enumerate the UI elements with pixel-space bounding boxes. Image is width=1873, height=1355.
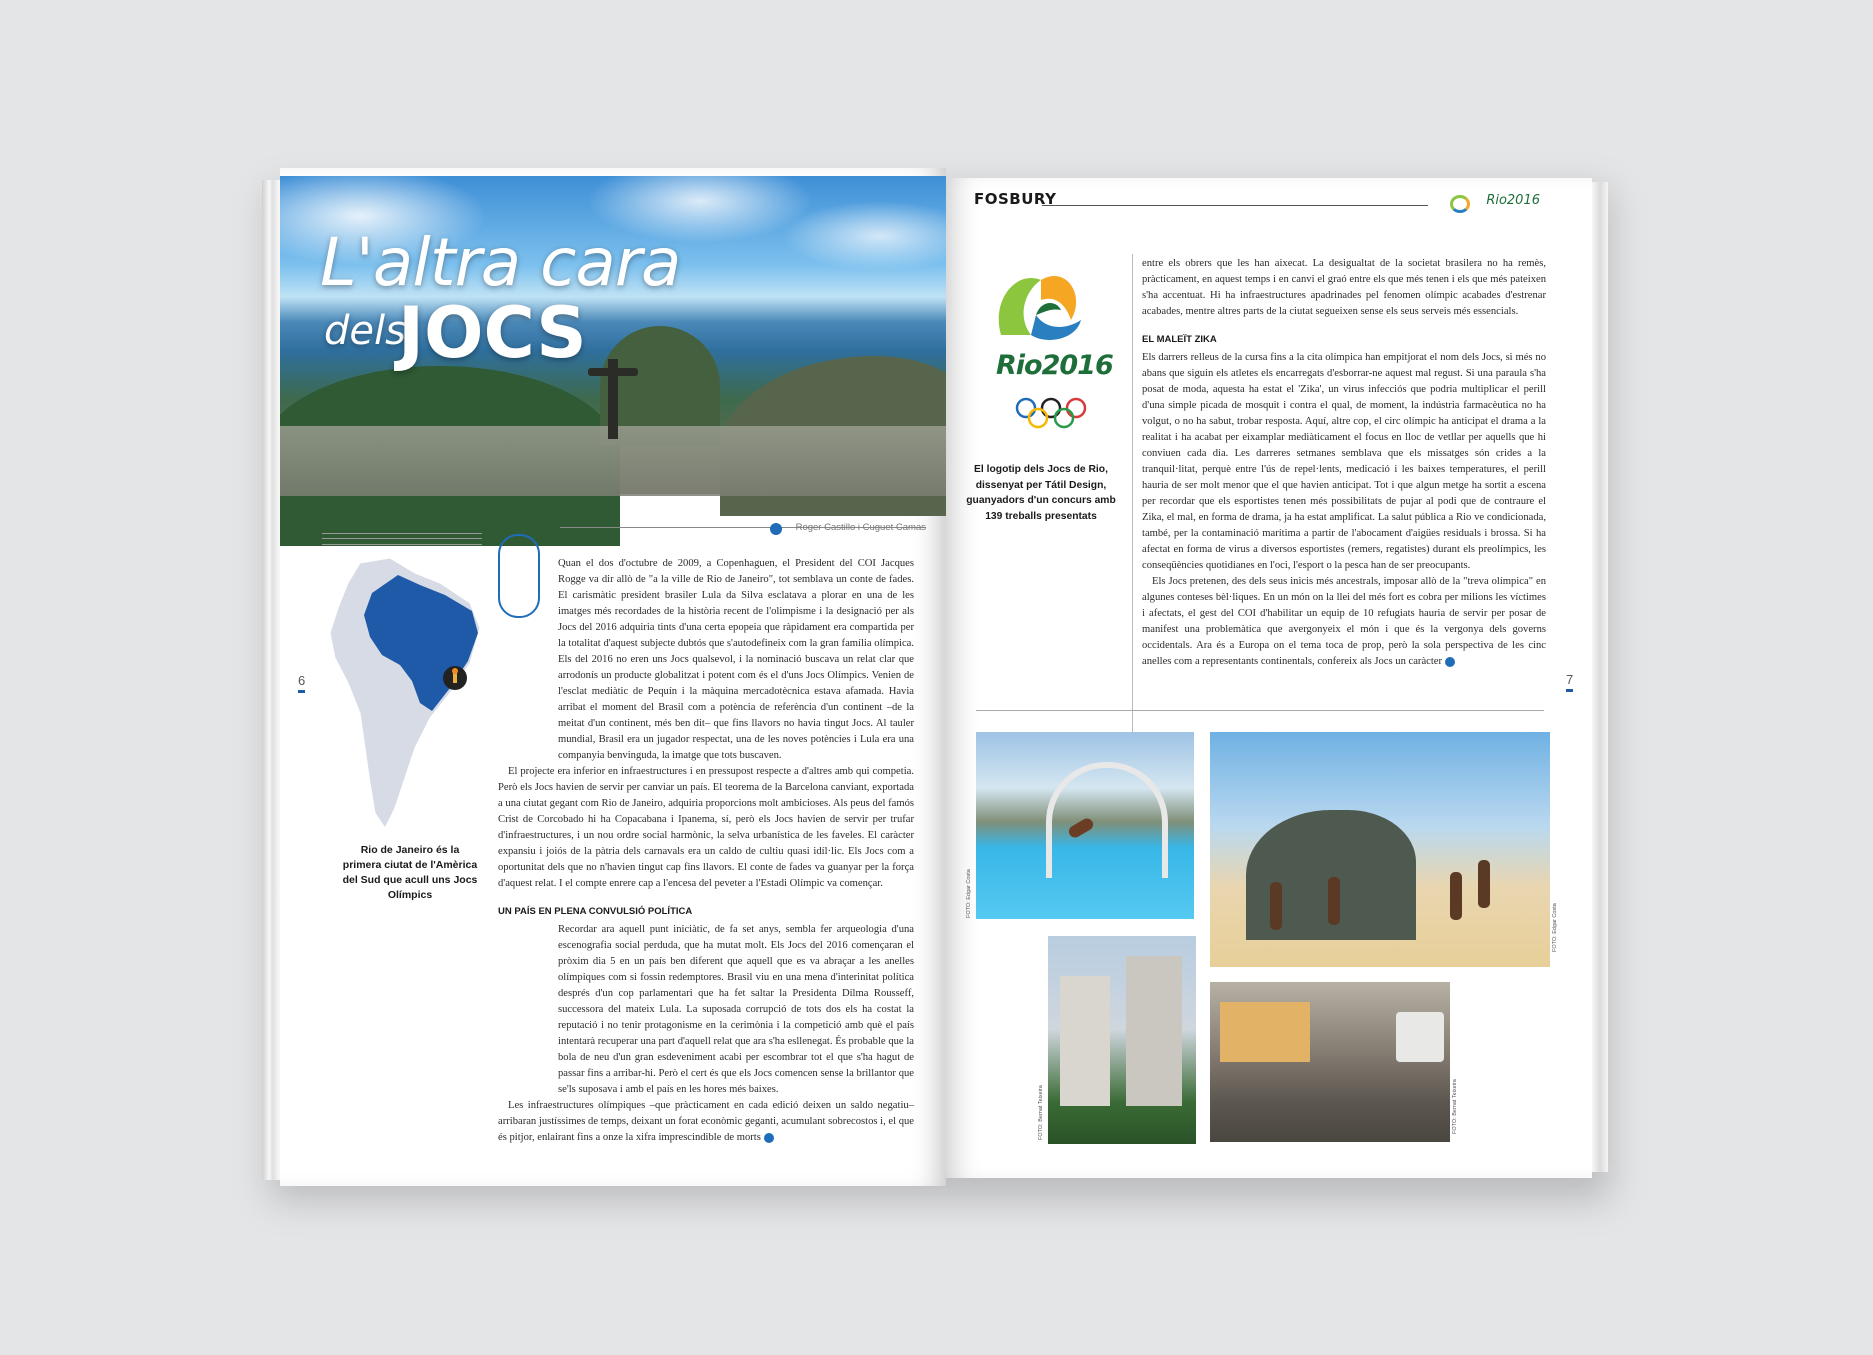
photo-credit: FOTO: Edgar Costa — [1552, 903, 1558, 952]
hero-photo — [280, 176, 946, 494]
subheading: EL MALEÏT ZIKA — [1142, 334, 1217, 345]
pen-icon — [770, 523, 782, 535]
map-caption: Rio de Janeiro és la primera ciutat de l'Amèrica del Sud que acull uns Jocs Olímpics — [342, 844, 478, 901]
photos-rule — [976, 710, 1544, 711]
page-number-right: 7 — [1566, 672, 1574, 687]
paragraph: entre els obrers que les han aixecat. La desigualtat de la societat brasilera no ha remès, pràcticament, en aquest temps i en canvi el graó entre els que més tenen i els que més pateixen s'ha accentuat. Hi ha infraestructures apadrinades pel fenomen olímpic acabades d'estrenar acabades, mentre altres parts de la ciutat segueixen sense els seus serveis més essencials. — [1142, 258, 1546, 317]
olympic-rings-icon — [1014, 396, 1088, 434]
page-edge-right — [1592, 182, 1608, 1172]
paragraph: Els darrers relleus de la cursa fins a la cita olímpica han empitjorat el nom dels Jocs, si més no abans que siguin els atletes els encarregats d'esborrar-ne aquest mal regust. Si una paraula s'ha posat de moda, aquesta ha estat el 'Zika', un virus infecciós que podria multiplicar el perill d'una simple picada de mosquit i contra el qual, de moment, la indústria farmacèutica no ha volgut, o no ha sabut, trobar resposta. Aquí, altre cop, el circ olímpic ha anticipat el drama a la realitat i ha acabat per eixamplar mediàticament el focus en lloc de vetllar per aquells que hi conviuen cada dia. Les darreres setmanes semblava que els missatges són crides a la tranquil·litat, perquè entre l'ús de repel·lents, medicació i les baixes temperatures, el perill hauria de ser molt menor que el que havien anticipat. Tot i que algun metge ha sortit a escena per recordar que els esportistes tenen més possibilitats de pujar al podi que de contraure el Zika, el mal, en forma de drama, ja ha estat amplificat. La salut pública a Rio ve condicionada, també, per la contaminació marítima a partir de l'abocament d'aigües residuals i brossa. Si ha afectat en forma de virus a diversos esportistes (remers, regatistes) durant els preolímpics, les conseqüències quotidianes en l'oci, l'esport o la pesca han de ser preocupants. — [1142, 352, 1546, 571]
photo-credit: FOTO: Bernat Teixeira — [1452, 1079, 1458, 1134]
arrow-right-icon: › — [1445, 657, 1455, 667]
photo-street-works — [1210, 982, 1450, 1142]
headline-line1: L'altra cara — [320, 224, 681, 301]
photo-credit: FOTO: Bernat Teixeira — [1038, 1085, 1044, 1140]
logo-caption: El logotip dels Jocs de Rio, dissenyat per Tátil Design, guanyadors d'un concurs amb 139 treballs presentats — [966, 464, 1116, 522]
paragraph: Quan el dos d'octubre de 2009, a Copenhaguen, el President del COI Jacques Rogge va dir allò de "a la ville de Rio de Janeiro", tot semblava un conte de fades. El carismàtic president brasiler Lula da Silva esclatava a plorar en una de les imatges més recordades de la història recent de l'olimpisme i la designació per als Jocs del 2016 adquiria tints d'una certa epopeia que ràpidament era compartida per la totalitat d'aquest subjecte dubtós que s'autodefineix com la gran família olímpica. Els del 2016 no eren uns Jocs qualsevol, i la nominació buscava un relat clar que arrodonís un producte globalitzat i potent com és el d'uns Jocs Olímpics. Venien de l'esclat mediàtic de Pequín i la màquina mercadotècnica estava afamada. Havia arribat el moment del Brasil com a potència de referència d'un continent –de la meitat d'un continent, més ben dit– que fins llavors no havia tingut Jocs. Al tauler mundial, Brasil era un jugador respectat, una de les noves potències i Lula era una companyia benvinguda, la imatge que tots buscaven. — [558, 558, 914, 761]
header-logo-text: Rio2016 — [1486, 193, 1540, 208]
left-page — [280, 168, 946, 1186]
arrow-right-icon: › — [764, 1133, 774, 1143]
article-body-left — [498, 556, 914, 1146]
magazine-name: FOSBURY — [974, 190, 1057, 208]
photo-pool — [976, 732, 1194, 919]
paragraph: Els Jocs pretenen, des dels seus inicis més ancestrals, imposar allò de la "treva olímpica" en algunes conteses bèl·liques. En un món on la llei del més fort es cobra per milions les víctimes i afectats, el gest del COI d'habilitar un equip de 10 refugiats hauria de servir per posar de manifest una problemàtica que avergonyeix el món i que és la vergonya dels governs occidentals. Ara és a Europa on el tema toca de prop, però la sola perspectiva de les cinc anelles com a representants continentals, confereix als Jocs un caràcter — [1142, 576, 1546, 667]
right-page — [946, 178, 1592, 1178]
south-america-map — [320, 553, 490, 833]
rio2016-emblem-icon — [986, 260, 1096, 350]
page-edge-left — [262, 180, 280, 1180]
photo-buildings — [1048, 936, 1196, 1144]
subheading: UN PAÍS EN PLENA CONVULSIÓ POLÍTICA — [498, 906, 693, 917]
headline-dels: dels — [324, 308, 406, 354]
photo-beach-football — [1210, 732, 1550, 967]
article-body-right — [1142, 256, 1546, 670]
photo-credit: FOTO: Edgar Costa — [966, 869, 972, 918]
paragraph: Les infraestructures olímpiques –que pràcticament en cada edició deixen un saldo negatiu– arribaran justíssimes de temps, deixant un forat econòmic geganti, acumulant sobrecostos i, el que és pitjor, enlairant fins a onze la xifra imprescindible de morts — [498, 1100, 914, 1143]
paragraph: El projecte era inferior en infraestructures i en pressupost respecte a d'altres amb qui competia. Però els Jocs havien de servir per canviar un país. El teorema de la Barcelona canviant, exportada a una ciutat gegant com Rio de Janeiro, adquiria proporcions molt ambicioses. Als peus del famós Crist de Corcobado hi ha Copacabana i Ipanema, sí, però els Jocs havien de servir per trufar d'infraestructures, i un nou ordre social harmònic, la selva urbanística de les faveles. El caràcter expansiu i joiós de la pàtria dels carnavals era un caldo de cultiu quasi idíl·lic. Els Jocs com a oportunitat dels que no n'havien tingut cap fins llavors. El conte de fades va guanyar per la força d'aquest relat. I el compte enrere cap a l'encesa del peveter a l'Estadi Olímpic va començar. — [498, 766, 914, 889]
rio-logo-icon — [1450, 195, 1470, 213]
headline-jocs: JOCS — [398, 292, 587, 374]
rio2016-wordmark: Rio2016 — [996, 350, 1113, 381]
paragraph: Recordar ara aquell punt iniciàtic, de fa set anys, sembla fer arqueologia d'una escenografia social perduda, que ha mutat molt. Els Jocs del 2016 començaran el pròxim dia 5 en un país ben diferent que aquell que es va abraçar a les anelles olímpiques com si fossin redemptores. Brasil viu en una mena d'interinitat política després d'un cop parlamentari que ha fet saltar la Presidenta Dilma Rousseff, successora del mateix Lula. La suposada corrupció de tots dos els ha costat la reputació i no tenir protagonisme en la cerimònia i la competició amb què el país intentarà recuperar una part d'aquell relat que ara s'ha esllenegat. És probable que la bola de neu d'un gran esdeveniment acabi per escombrar tot el que s'ha hagut de passar fins a arribar-hi. Però el cert és que els Jocs comencen sense la brillantor que se'ls suposava i amb el país en les hores més baixes. — [558, 924, 914, 1095]
page-number-left: 6 — [298, 673, 306, 688]
byline: Roger Castillo i Cuguet Camas — [795, 522, 926, 533]
header-rule — [1042, 205, 1428, 206]
